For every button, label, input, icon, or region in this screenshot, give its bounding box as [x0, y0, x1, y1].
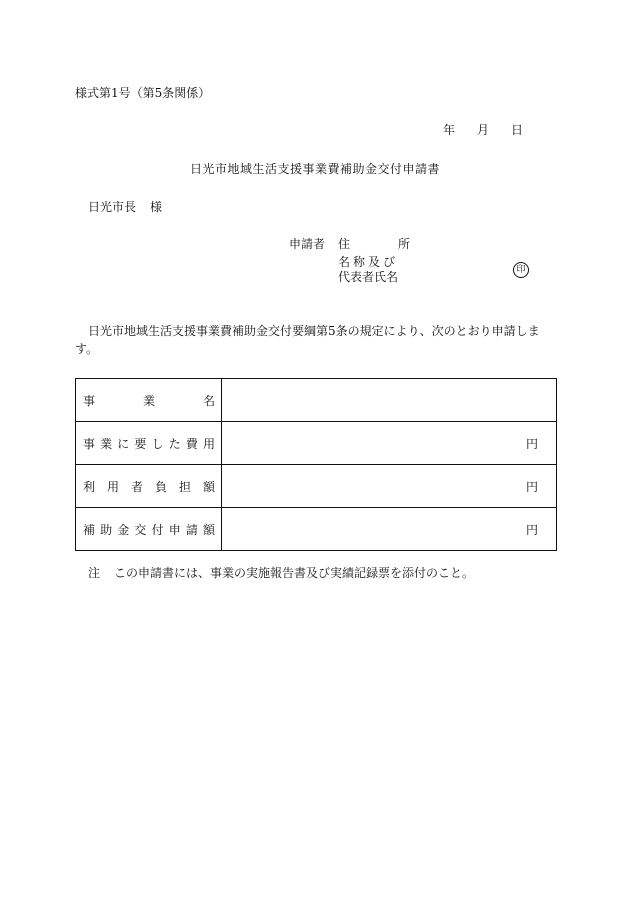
applicant-label: 申請者: [289, 237, 326, 251]
note-prefix: 注: [88, 566, 101, 580]
date-month-label: 月: [477, 123, 490, 137]
date-year-label: 年: [443, 123, 456, 137]
table-label-project-name: 事業名: [76, 379, 222, 422]
name-label-line2: 代表者氏名: [338, 270, 399, 284]
table-row: [76, 379, 557, 422]
document-title: 日光市地域生活支援事業費補助金交付申請書: [189, 162, 440, 176]
note-text: この申請書には、事業の実施報告書及び実績記録票を添付のこと。: [114, 566, 475, 580]
address-label-second: 所: [398, 237, 411, 251]
form-number: 様式第1号（第5条関係）: [75, 86, 211, 100]
application-table: [75, 378, 557, 551]
addressee-name: 日光市長: [88, 200, 137, 214]
name-label-line1: 名称及び: [338, 255, 399, 269]
body-text: 日光市地域生活支援事業費補助金交付要綱第5条の規定により、次のとおり申請します。: [75, 324, 540, 356]
seal-icon: 印: [513, 262, 529, 278]
note: [88, 565, 474, 581]
table-value-user-burden[interactable]: 円: [222, 465, 557, 508]
address-label-first: 住: [338, 237, 351, 251]
table-value-project-cost[interactable]: 円: [222, 422, 557, 465]
table-label-project-cost: 事業に要した費用: [76, 422, 222, 465]
address-label: [338, 236, 410, 252]
table-row: [76, 465, 557, 508]
table-row: [76, 508, 557, 551]
table-label-subsidy-amount: 補助金交付申請額: [76, 508, 222, 551]
addressee: [88, 199, 162, 215]
table-value-project-name[interactable]: [222, 379, 557, 422]
table-label-user-burden: 利用者負担額: [76, 465, 222, 508]
addressee-honorific: 様: [150, 200, 163, 214]
date-day-label: 日: [511, 123, 524, 137]
table-row: [76, 422, 557, 465]
table-value-subsidy-amount[interactable]: 円: [222, 508, 557, 551]
date-line: [443, 122, 523, 138]
